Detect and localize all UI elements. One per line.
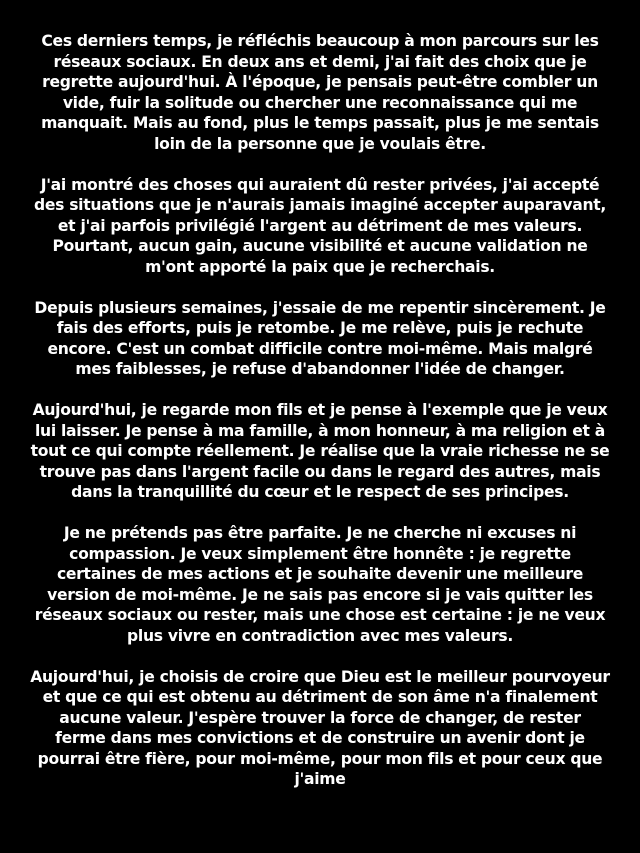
paragraph-3: Depuis plusieurs semaines, j'essaie de me repentir sincèrement. Je fais des efforts, puis je retombe. Je me relève, puis je rechute encore. C'est un combat difficile contre moi-même. Mais malgré mes faiblesses, je refuse d'abandonner l'idée de changer. [34,298,606,378]
paragraph-6: Aujourd'hui, je choisis de croire que Dieu est le meilleur pourvoyeur et que ce qui est obtenu au détriment de son âme n'a finalement aucune valeur. J'espère trouver la force de changer, de rester ferme dans mes convictions et de construire un avenir dont je pourrai être fière, pour moi-même, pour mon fils et pour ceux que j'aime [30,667,610,788]
paragraph-2: J'ai montré des choses qui auraient dû rester privées, j'ai accepté des situations que je n'aurais jamais imaginé accepter auparavant, et j'ai parfois privilégié l'argent au détriment de mes valeurs. Pourtant, aucun gain, aucune visibilité et aucune validation ne m'ont apporté la paix que je recherchais. [33,175,607,276]
paragraph-4: Aujourd'hui, je regarde mon fils et je pense à l'exemple que je veux lui laisser. Je pense à ma famille, à mon honneur, à ma religion et à tout ce qui compte réellement. Je réalise que la vraie richesse ne se trouve pas dans l'argent facile ou dans le regard des autres, mais dans la tranquillité du cœur et le respect de ses principes. [30,401,610,501]
paragraph-5: Je ne prétends pas être parfaite. Je ne cherche ni excuses ni compassion. Je veux simplement être honnête : je regrette certaines de mes actions et je souhaite devenir une meilleure version de moi-même. Je ne sais pas encore si je vais quitter les réseaux sociaux ou rester, mais une chose est certaine : je ne veux plus vivre en contradiction avec mes valeurs. [34,524,606,645]
text-post-body [4,31,636,790]
paragraph-1: Ces derniers temps, je réfléchis beaucoup à mon parcours sur les réseaux sociaux. En deux ans et demi, j'ai fait des choix que je regrette aujourd'hui. À l'époque, je pensais peut-être combler un vide, fuir la solitude ou chercher une reconnaissance qui me manquait. Mais au fond, plus le temps passait, plus je me sentais loin de la personne que je voulais être. [41,32,599,153]
